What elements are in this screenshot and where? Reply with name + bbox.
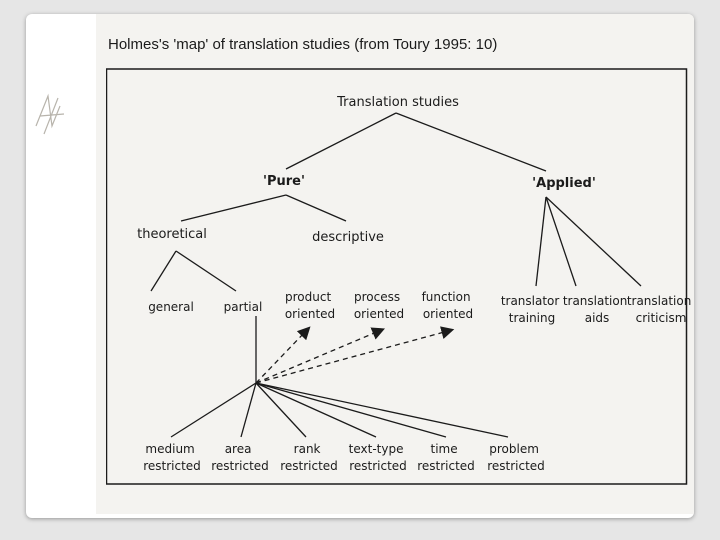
node-general: general [148, 300, 194, 314]
node-applied: 'Applied' [532, 176, 596, 191]
node-problem-restricted [487, 442, 545, 473]
node-translator-training [501, 294, 563, 325]
node-translation-criticism-line1: translation [626, 294, 692, 308]
node-translator-training-line1: translator [500, 294, 560, 308]
node-product-oriented [285, 290, 335, 321]
node-function-oriented [422, 290, 475, 321]
diagram-frame [106, 61, 694, 489]
node-partial: partial [223, 300, 263, 314]
node-area-restricted-line2: restricted [211, 459, 269, 473]
node-medium-restricted [143, 442, 201, 473]
node-time-restricted-line2: restricted [417, 459, 475, 473]
node-translation-aids-line1: translation [562, 294, 628, 308]
tree-edges [151, 113, 641, 437]
node-product-oriented-line1: product [285, 290, 332, 304]
node-medium-restricted-line2: restricted [143, 459, 201, 473]
dashed-arrows [256, 331, 448, 383]
margin-scribble-icon [30, 86, 70, 146]
node-process-oriented-line2: oriented [353, 307, 405, 321]
node-medium-restricted-line1: medium [145, 442, 195, 456]
node-translation-studies: Translation studies [337, 95, 459, 110]
node-translation-aids-line2: aids [584, 311, 610, 325]
frame-border [107, 69, 687, 484]
node-time-restricted-line1: time [430, 442, 458, 456]
node-function-oriented-line2: oriented [422, 307, 474, 321]
node-process-oriented [354, 290, 404, 321]
node-area-restricted-line1: area [224, 442, 252, 456]
node-translator-training-line2: training [508, 311, 556, 325]
node-text-type-restricted-line2: restricted [349, 459, 407, 473]
node-rank-restricted-line2: restricted [280, 459, 338, 473]
node-text-type-restricted [349, 442, 408, 473]
node-translation-criticism-line2: criticism [635, 311, 687, 325]
node-descriptive: descriptive [312, 230, 384, 245]
node-rank-restricted [280, 442, 338, 473]
node-theoretical: theoretical [137, 227, 207, 242]
node-translation-aids [563, 294, 631, 325]
node-text-type-restricted-line1: text-type [348, 442, 404, 456]
node-process-oriented-line1: process [354, 290, 401, 304]
node-translation-criticism [627, 294, 694, 325]
translation-studies-map [106, 61, 694, 489]
node-time-restricted [417, 442, 475, 473]
node-rank-restricted-line1: rank [293, 442, 321, 456]
node-problem-restricted-line2: restricted [487, 459, 545, 473]
diagram-title: Holmes's 'map' of translation studies (from Toury 1995: 10) [108, 36, 498, 53]
node-pure: 'Pure' [263, 174, 305, 189]
slide [26, 14, 694, 518]
node-problem-restricted-line1: problem [489, 442, 539, 456]
node-product-oriented-line2: oriented [284, 307, 336, 321]
node-function-oriented-line1: function [421, 290, 471, 304]
node-area-restricted [211, 442, 269, 473]
